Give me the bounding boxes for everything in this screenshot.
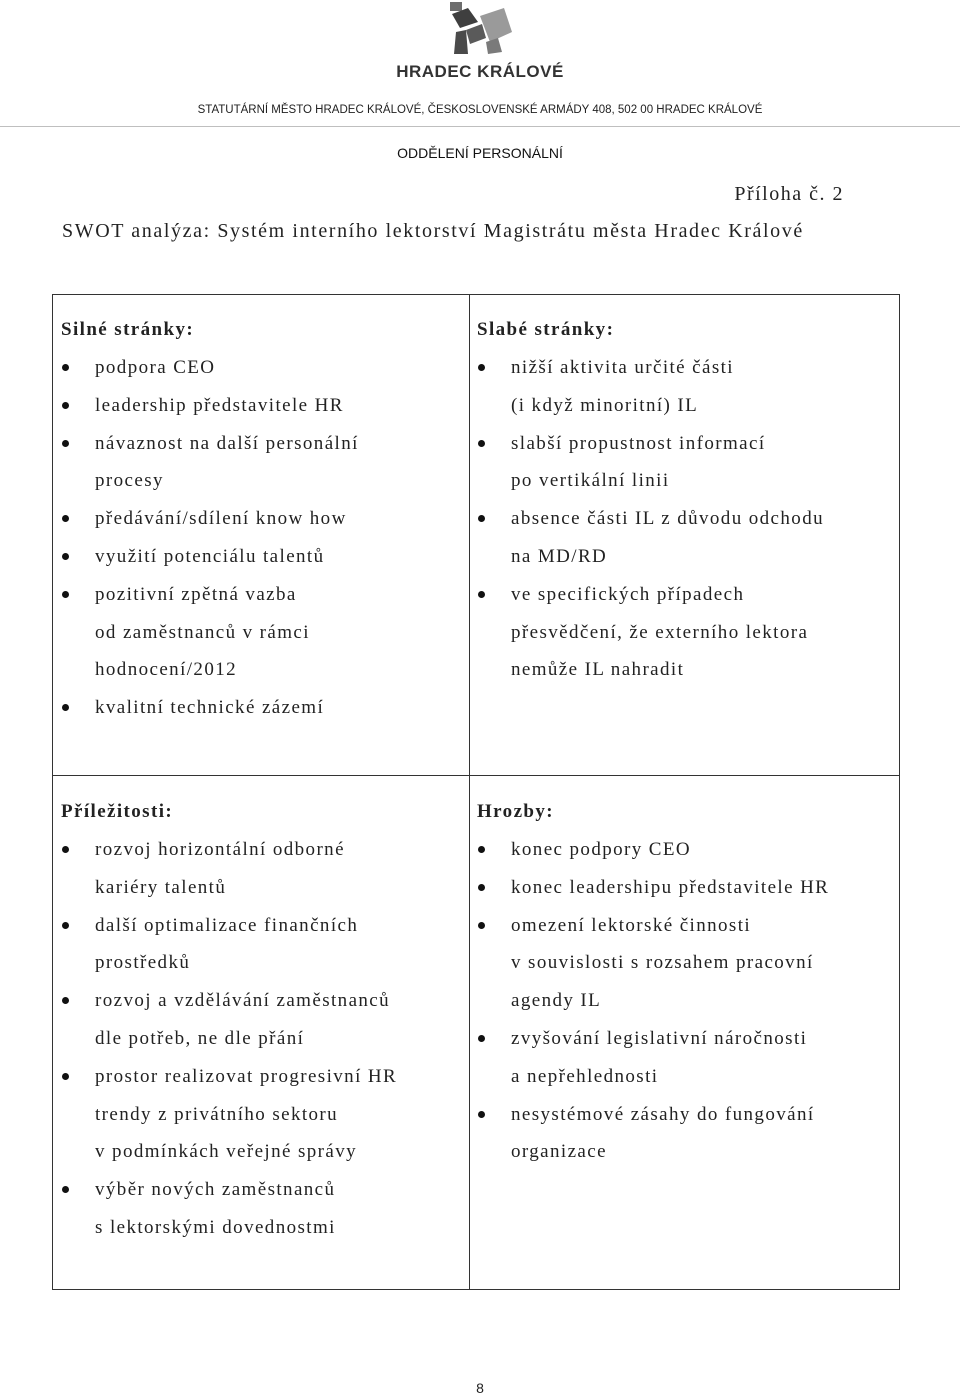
list-item [61,538,471,576]
list-item-line: další optimalizace finančních [95,914,359,936]
attachment-label: Příloha č. 2 [734,183,844,205]
list-item-line: výběr nových zaměstnanců [95,1179,336,1201]
list-item-line: po vertikální linii [511,470,670,492]
strengths-quadrant [61,317,471,727]
strengths-heading: Silné stránky: [61,319,195,340]
list-item-line: kariéry talentů [95,876,227,898]
list-item [477,1020,887,1096]
list-item-line: prostředků [95,952,191,974]
list-item [477,425,887,501]
list-item-line: rozvoj a vzdělávání zaměstnanců [95,990,391,1012]
header-divider [0,126,960,127]
list-item-line: od zaměstnanců v rámci [95,621,310,643]
list-item-line: přesvědčení, že externího lektora [511,621,809,643]
list-item-line: (i když minoritní) IL [511,394,699,416]
list-item [477,349,887,425]
hradec-kralove-logo-icon [446,2,516,56]
list-item [61,907,471,983]
list-item [61,1058,471,1171]
list-item-line: hodnocení/2012 [95,659,238,681]
weaknesses-list [477,349,887,689]
list-item-line: v podmínkách veřejné správy [95,1141,358,1163]
list-item [61,425,471,501]
list-item [61,1171,471,1247]
list-item-line: pozitivní zpětná vazba [95,583,297,605]
list-item-line: rozvoj horizontální odborné [95,839,345,860]
list-item-line: slabší propustnost informací [511,432,766,454]
list-item-line: konec leadershipu představitele HR [511,876,830,898]
list-item-line: na MD/RD [511,545,608,567]
weaknesses-quadrant [477,317,887,689]
list-item-line: s lektorskými dovednostmi [95,1216,336,1238]
threats-heading: Hrozby: [477,801,554,822]
page-number: 8 [476,1380,484,1396]
list-item [477,907,887,1020]
list-item-line: trendy z privátního sektoru [95,1103,339,1125]
department-name: ODDĚLENÍ PERSONÁLNÍ [397,145,563,161]
list-item-line: dle potřeb, ne dle přání [95,1027,305,1049]
list-item [477,831,887,869]
list-item-line: leadership představitele HR [95,394,344,416]
opportunities-quadrant [61,799,471,1247]
list-item [477,869,887,907]
list-item [61,831,471,907]
list-item-line: ve specifických případech [511,583,745,605]
list-item-line: procesy [95,470,164,492]
city-name: HRADEC KRÁLOVÉ [396,62,564,81]
list-item-line: nemůže IL nahradit [511,659,685,681]
threats-list [477,831,887,1171]
threats-quadrant [477,799,887,1171]
list-item-line: organizace [511,1141,607,1163]
list-item-line: návaznost na další personální [95,432,359,454]
strengths-list [61,349,471,727]
list-item-line: nesystémové zásahy do fungování [511,1103,815,1125]
list-item-line: absence části IL z důvodu odchodu [511,508,824,530]
opportunities-heading: Příležitosti: [61,801,174,822]
list-item-line: předávání/sdílení know how [95,508,347,530]
swot-table [52,294,900,1290]
address-line: STATUTÁRNÍ MĚSTO HRADEC KRÁLOVÉ, ČESKOSLOVENSKÉ ARMÁDY 408, 502 00 HRADEC KRÁLOVÉ [197,104,763,116]
list-item-line: agendy IL [511,990,602,1012]
list-item [477,500,887,576]
list-item-line: prostor realizovat progresivní HR [95,1065,398,1087]
opportunities-list [61,831,471,1247]
list-item-line: a nepřehlednosti [511,1065,659,1087]
weaknesses-heading: Slabé stránky: [477,319,615,340]
list-item [61,576,471,689]
list-item-line: konec podpory CEO [511,839,691,860]
list-item-line: v souvislosti s rozsahem pracovní [511,952,814,974]
list-item [61,387,471,425]
list-item-line: kvalitní technické zázemí [95,697,325,719]
swot-horizontal-divider [53,775,899,776]
list-item-line: zvyšování legislativní náročnosti [511,1027,808,1049]
list-item [477,576,887,689]
document-title: SWOT analýza: Systém interního lektorství Magistrátu města Hradec Králové [62,220,804,242]
list-item [61,500,471,538]
list-item-line: podpora CEO [95,357,216,378]
list-item [61,349,471,387]
list-item-line: nižší aktivita určité části [511,357,734,378]
list-item [477,1096,887,1172]
list-item-line: omezení lektorské činnosti [511,914,752,936]
list-item [61,982,471,1058]
list-item [61,689,471,727]
list-item-line: využití potenciálu talentů [95,545,325,567]
